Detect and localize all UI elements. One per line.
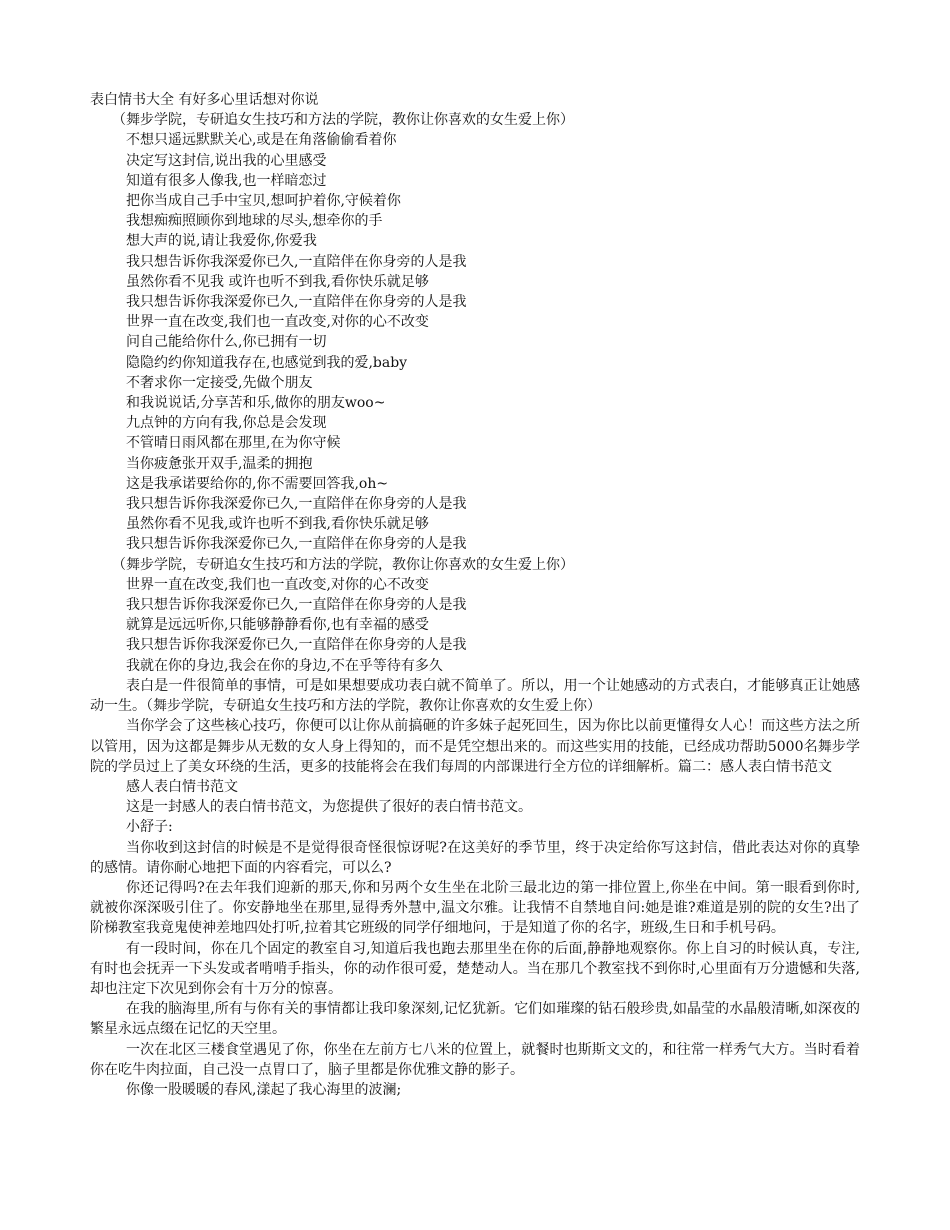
poem-line: 我只想告诉你我深爱你已久,一直陪伴在你身旁的人是我 [126,637,467,654]
poem-line: 知道有很多人像我,也一样暗恋过 [126,172,327,189]
poem-line: 和我说说话,分享苦和乐,做你的朋友woo~ [126,395,386,412]
poem-line: 这是我承诺要给你的,你不需要回答我,oh~ [126,475,389,492]
poem-line: 我只想告诉你我深爱你已久,一直陪伴在你身旁的人是我 [126,253,467,270]
poem-line: 我只想告诉你我深爱你已久,一直陪伴在你身旁的人是我 [126,536,467,553]
poem-section [90,110,860,676]
poem-line: 九点钟的方向有我,你总是会发现 [126,415,327,432]
paragraph: 你还记得吗?在去年我们迎新的那天,你和另两个女生坐在北阶三最北边的第一排位置上,你坐在中间。第一眼看到你时,就被你深深吸引住了。你安静地坐在那里,显得秀外慧中,温文尔雅。让我情不自禁地自问:她是谁?难道是别的院的女生?出了阶梯教室我竟鬼使神差地四处打听,拉着其它班级的同学仔细地问，于是知道了你的名字，班级,生日和手机号码。 [90,879,860,937]
poem-line: 世界一直在改变,我们也一直改变,对你的心不改变 [126,576,429,593]
paragraph: 当你学会了这些核心技巧，你便可以让你从前搞砸的许多妹子起死回生，因为你比以前更懂得女人心！而这些方法之所以管用，因为这都是舞步从无数的女人身上得知的，而不是凭空想出来的。而这些实用的技能，已经成功帮助5000名舞步学院的学员过上了美女环绕的生活，更多的技能将会在我们每周的内部课进行全方位的详细解析。篇二：感人表白情书范文 [90,718,860,775]
paragraph: 这是一封感人的表白情书范文，为您提供了很好的表白情书范文。 [126,799,532,816]
paragraph: 在我的脑海里,所有与你有关的事情都让我印象深刻,记忆犹新。它们如璀璨的钻石般珍贵,如晶莹的水晶般清晰,如深夜的繁星永远点缀在记忆的天空里。 [90,1001,860,1038]
paragraph: 当你收到这封信的时候是不是觉得很奇怪很惊讶呢?在这美好的季节里，终于决定给你写这封信，借此表达对你的真挚的感情。请你耐心地把下面的内容看完，可以么? [90,839,860,876]
document-title: 表白情书大全 有好多心里话想对你说 [90,92,319,108]
poem-line: 我只想告诉你我深爱你已久,一直陪伴在你身旁的人是我 [126,294,467,311]
poem-line: 决定写这封信,说出我的心里感受 [126,152,327,169]
poem-line: 把你当成自己手中宝贝,想呵护着你,守候着你 [126,193,401,210]
paragraph: 有一段时间，你在几个固定的教室自习,知道后我也跑去那里坐在你的后面,静静地观察你。你上自习的时候认真，专注,有时也会抚弄一下头发或者啃啃手指头，你的动作很可爱，楚楚动人。当在那几个教室找不到你时,心里面有万分遗憾和失落,却也注定下次见到你会有十万分的惊喜。 [90,940,860,997]
poem-line: 想大声的说,请让我爱你,你爱我 [126,233,317,250]
poem-line: 问自己能给你什么,你已拥有一切 [126,334,327,351]
poem-line: 虽然你看不见我,或许也听不到我,看你快乐就足够 [126,516,429,533]
poem-line: 虽然你看不见我 或许也听不到我,看你快乐就足够 [126,273,429,290]
document-page [90,90,860,1100]
poem-line: 隐隐约约你知道我存在,也感觉到我的爱,baby [126,354,408,371]
poem-line: 当你疲惫张开双手,温柔的拥抱 [126,455,313,472]
poem-line: 我就在你的身边,我会在你的身边,不在乎等待有多久 [126,657,443,674]
poem-line: （舞步学院，专研追女生技巧和方法的学院，教你让你喜欢的女生爱上你） [112,556,574,573]
paragraph: 一次在北区三楼食堂遇见了你，你坐在左前方七八米的位置上，就餐时也斯斯文文的，和往常一样秀气大方。当时看着你在吃牛肉拉面，自己没一点胃口了，脑子里都是你优雅文静的影子。 [90,1041,860,1078]
poem-line: 世界一直在改变,我们也一直改变,对你的心不改变 [126,314,429,331]
poem-line: 我只想告诉你我深爱你已久,一直陪伴在你身旁的人是我 [126,496,467,513]
paragraph: 你像一股暖暖的春风,漾起了我心海里的波澜; [126,1081,402,1098]
poem-line: 不管晴日雨风都在那里,在为你守候 [126,435,341,452]
poem-line: 就算是远远听你,只能够静静看你,也有幸福的感受 [126,617,429,634]
poem-line: （舞步学院，专研追女生技巧和方法的学院，教你让你喜欢的女生爱上你） [112,112,574,129]
paragraph: 表白是一件很简单的事情，可是如果想要成功表白就不简单了。所以，用一个让她感动的方式表白，才能够真正让她感动一生。（舞步学院，专研追女生技巧和方法的学院，教你让你喜欢的女生爱上你） [90,677,860,715]
body-section [90,676,860,1100]
poem-line: 我只想告诉你我深爱你已久,一直陪伴在你身旁的人是我 [126,597,467,614]
salutation: 小舒子: [126,819,173,836]
poem-line: 不奢求你一定接受,先做个朋友 [126,374,313,391]
poem-line: 我想痴痴照顾你到地球的尽头,想牵你的手 [126,213,383,230]
section-heading: 感人表白情书范文 [126,778,238,795]
poem-line: 不想只遥远默默关心,或是在角落偷偷看着你 [126,132,397,149]
